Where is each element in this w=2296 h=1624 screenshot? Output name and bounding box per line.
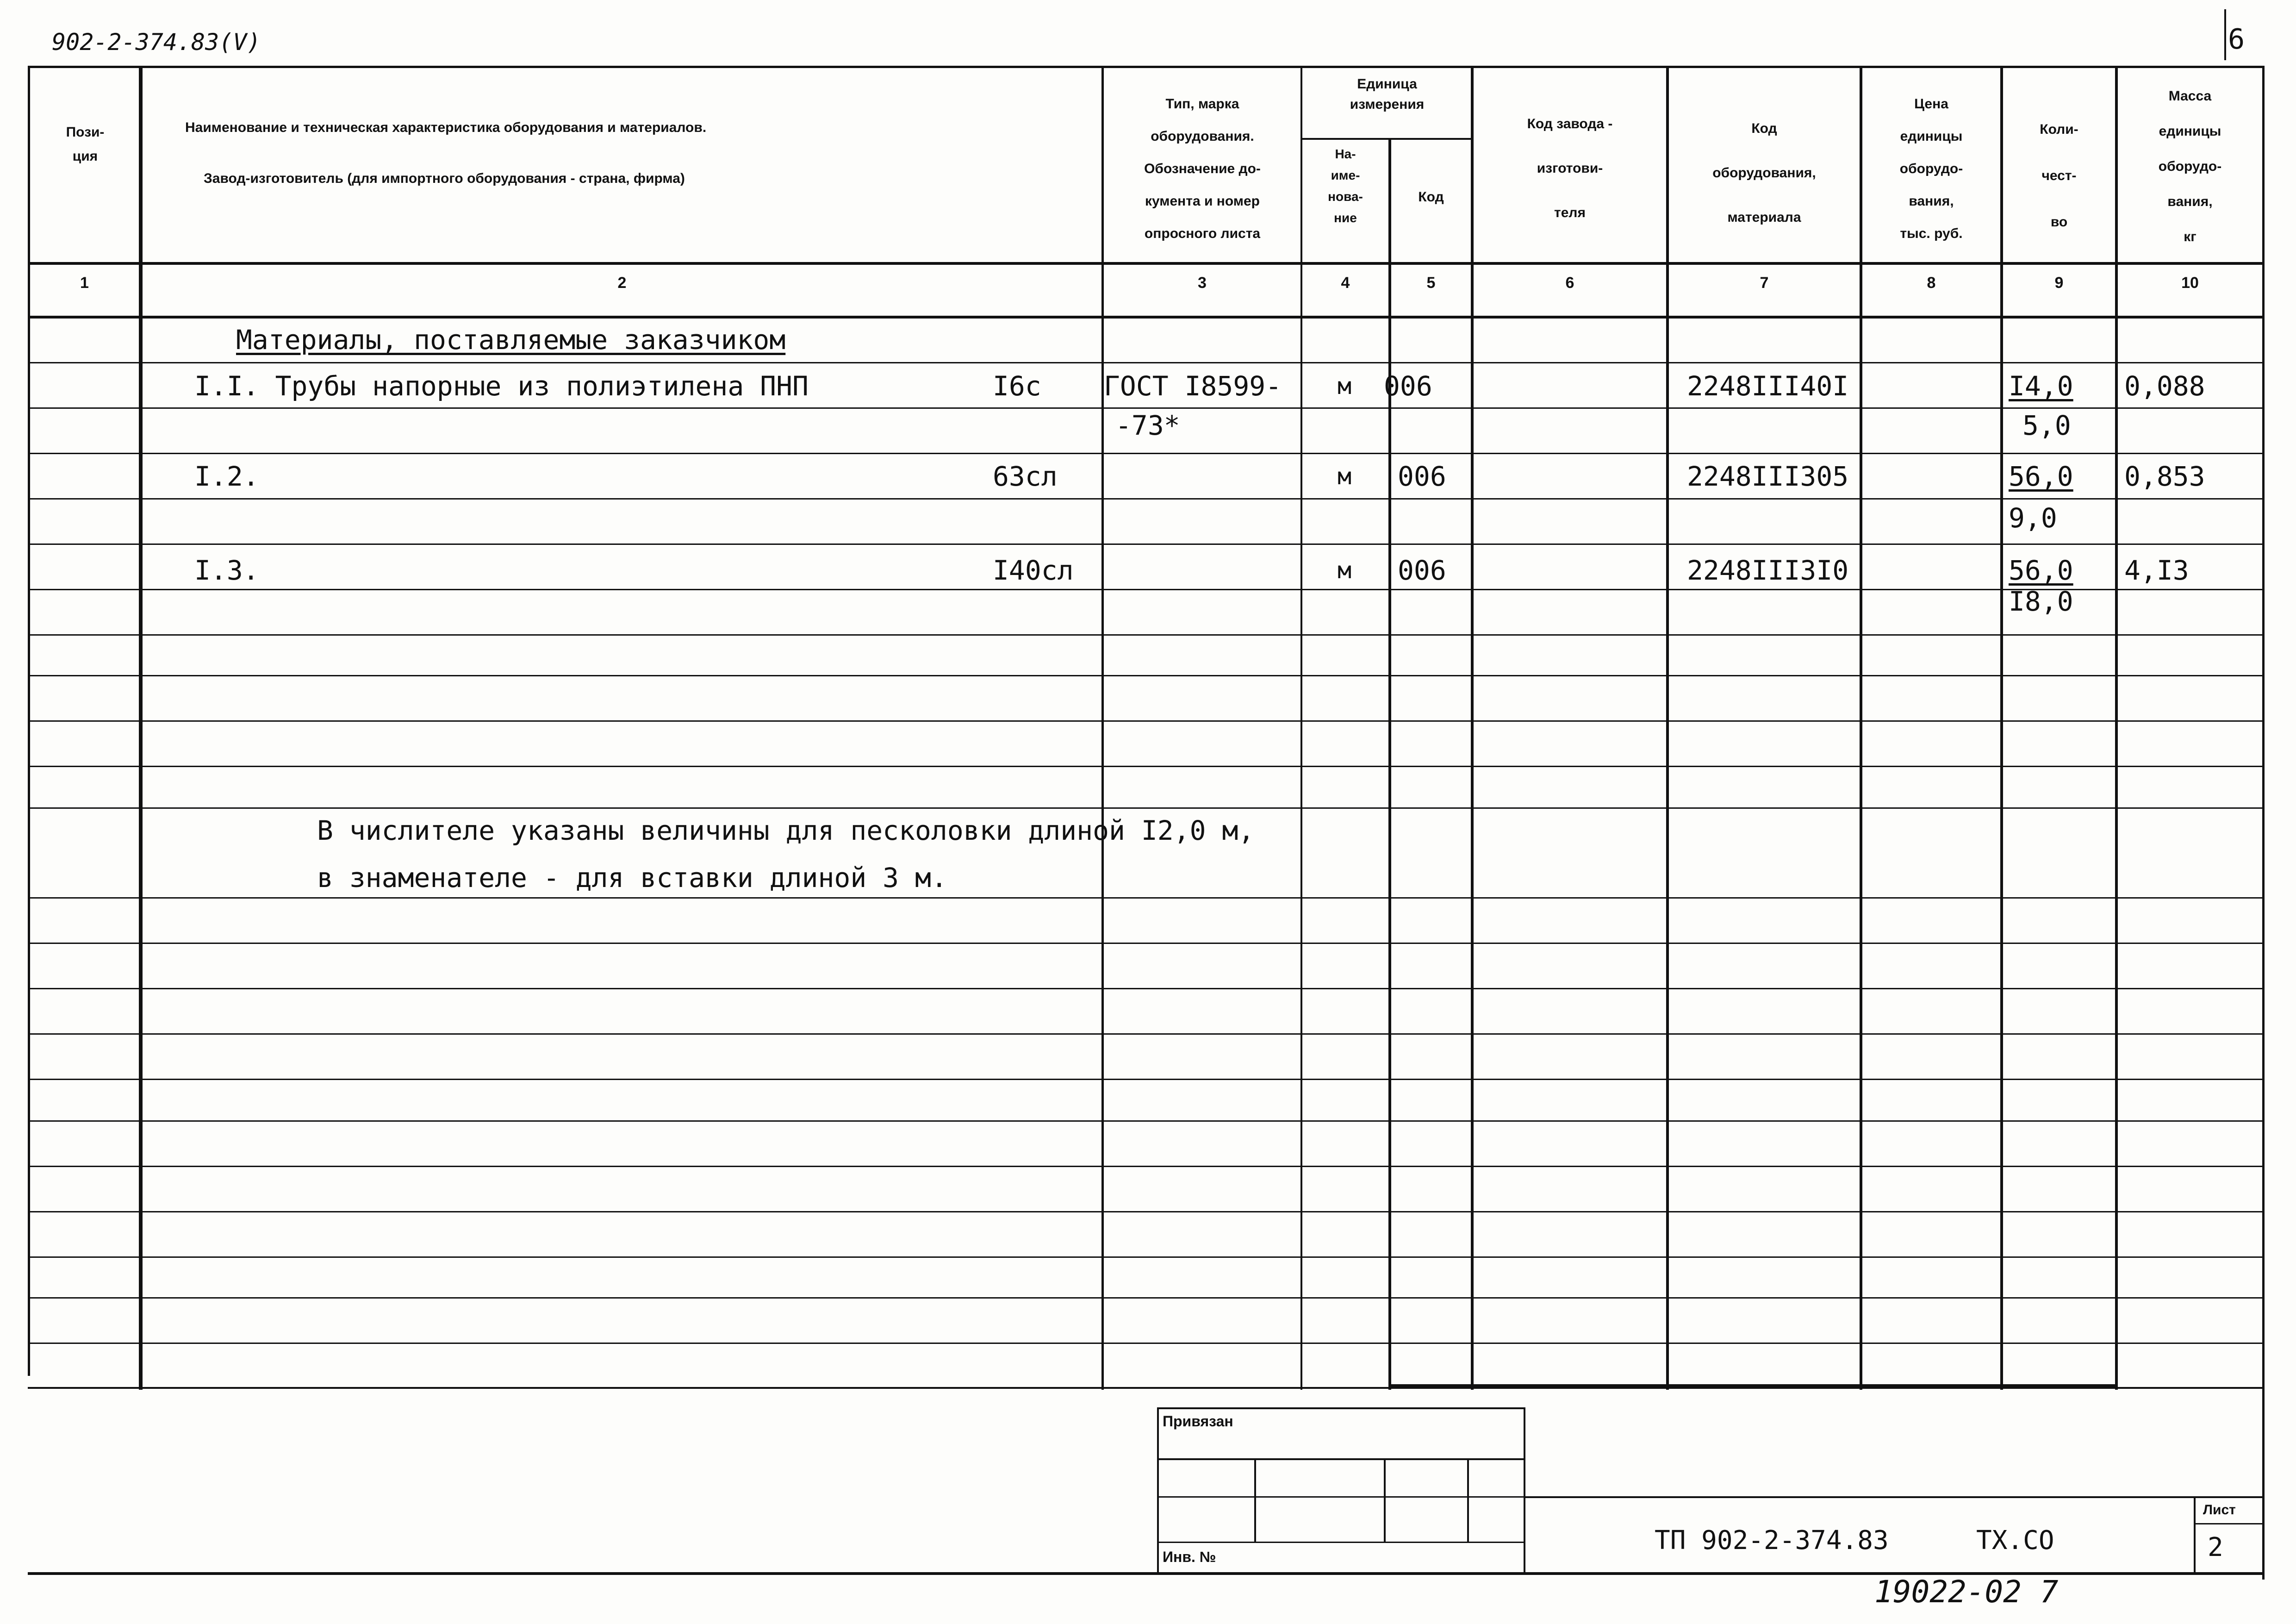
header-item-code: Код оборудования, материала: [1712, 121, 1816, 225]
col-number-4: 4: [1341, 274, 1350, 292]
col-number-7: 7: [1760, 274, 1769, 292]
col-number-3: 3: [1198, 274, 1207, 292]
stamp-sheet-number: 2: [2208, 1532, 2223, 1562]
header-unit-name: На- име- нова- ние: [1328, 147, 1363, 225]
row2-unit-code: 006: [1398, 461, 1446, 492]
row3-unit-code: 006: [1398, 555, 1446, 586]
header-name-line2: Завод-изготовитель (для импортного оборудования - страна, фирма): [204, 171, 685, 186]
col-number-9: 9: [2054, 274, 2064, 292]
row1-mass: 0,088: [2124, 370, 2205, 402]
header-price: Цена единицы оборудо- вания, тыс. руб.: [1899, 96, 1963, 241]
row1-qty-denominator: 5,0: [2022, 410, 2071, 441]
col-number-10: 10: [2181, 274, 2199, 292]
row1-qty-numerator: I4,0: [2009, 370, 2073, 402]
row3-qty-numerator: 56,0: [2009, 555, 2073, 586]
top-doc-code: 902-2-374.83(V): [52, 29, 261, 56]
row3-item-code: 2248III3I0: [1687, 555, 1849, 586]
row1-doc-line1: ГОСТ I8599-: [1104, 370, 1282, 402]
header-unit-group: Единица измерения: [1350, 76, 1425, 112]
row1-mark: I6с: [993, 370, 1041, 402]
row1-name: I.I. Трубы напорные из полиэтилена ПНП: [194, 370, 809, 402]
col-number-8: 8: [1927, 274, 1936, 292]
col-number-2: 2: [617, 274, 627, 292]
col-number-5: 5: [1426, 274, 1436, 292]
stamp-inv-label: Инв. №: [1163, 1549, 1216, 1565]
bottom-handwritten-number: 19022-02 7: [1874, 1574, 2059, 1610]
row2-name: I.2.: [194, 461, 259, 492]
corner-mark-line: [2224, 9, 2226, 60]
header-position: Пози- ция: [66, 125, 105, 164]
row3-name: I.3.: [194, 555, 259, 586]
header-factory-code: Код завода - изготови- теля: [1527, 116, 1613, 220]
row3-mass: 4,I3: [2124, 555, 2189, 586]
col-number-6: 6: [1565, 274, 1574, 292]
sheet-corner-number: 6: [2228, 23, 2245, 56]
row2-mass: 0,853: [2124, 461, 2205, 492]
note-line-2: в знаменателе - для вставки длиной 3 м.: [317, 862, 947, 893]
stamp-doc-code: ТП 902-2-374.83: [1655, 1525, 1889, 1555]
row2-mark: 63сл: [993, 461, 1058, 492]
header-unit-code: Код: [1418, 189, 1444, 205]
header-type: Тип, марка оборудования. Обозначение до- кумента и номер опросного листа: [1144, 96, 1261, 241]
row2-item-code: 2248III305: [1687, 461, 1849, 492]
row3-qty-denominator: I8,0: [2009, 586, 2073, 617]
row3-mark: I40сл: [993, 555, 1074, 586]
note-line-1: В числителе указаны величины для песколовки длиной I2,0 м,: [317, 815, 1255, 846]
row3-unit: м: [1338, 557, 1352, 584]
header-mass: Масса единицы оборудо- вания, кг: [2158, 88, 2222, 244]
header-name-line1: Наименование и техническая характеристика оборудования и материалов.: [185, 120, 707, 135]
stamp-bound-label: Привязан: [1163, 1413, 1233, 1430]
row1-unit: м: [1338, 373, 1352, 400]
stamp-sheet-label: Лист: [2203, 1502, 2236, 1518]
row1-doc-line2: -73*: [1115, 410, 1180, 441]
row1-unit-code: 006: [1384, 370, 1432, 402]
row2-qty-denominator: 9,0: [2009, 502, 2057, 534]
section-title: Материалы, поставляемые заказчиком: [236, 324, 786, 356]
col-number-1: 1: [80, 274, 89, 292]
row2-qty-numerator: 56,0: [2009, 461, 2073, 492]
stamp-mark: ТХ.СО: [1976, 1525, 2054, 1555]
header-quantity: Коли- чест- во: [2040, 122, 2078, 230]
row2-unit: м: [1338, 463, 1352, 490]
row1-item-code: 2248III40I: [1687, 370, 1849, 402]
